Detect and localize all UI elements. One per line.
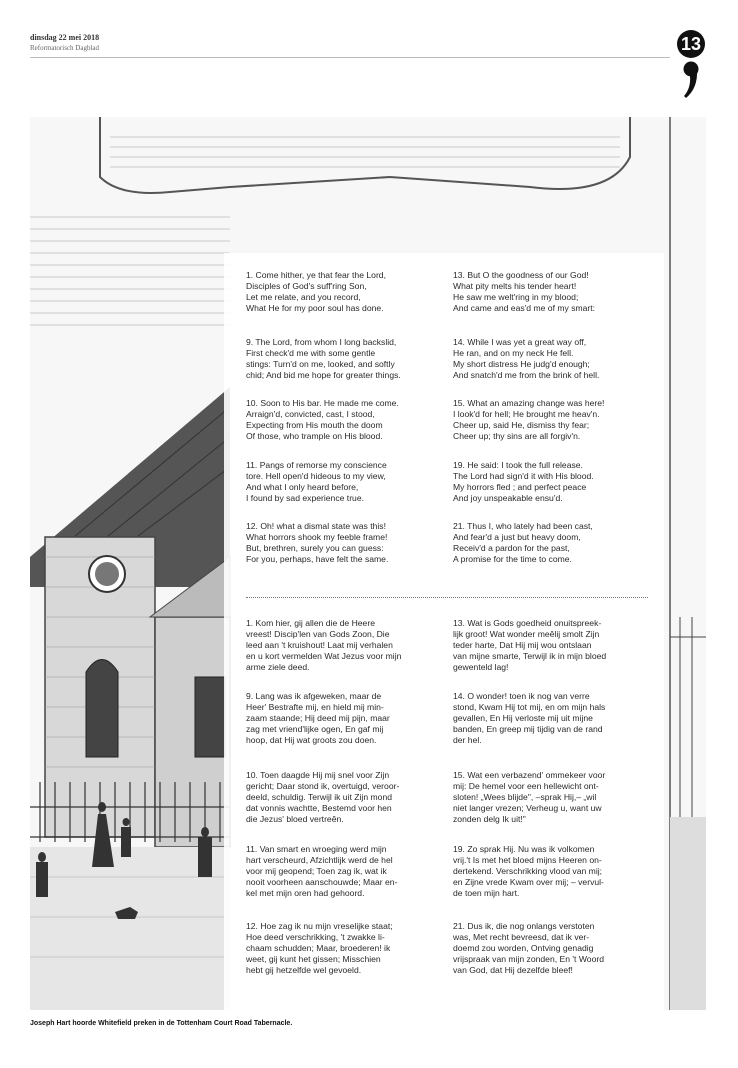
newspaper-name: Reformatorisch Dagblad	[30, 44, 100, 52]
english-stanza-14: 14. While I was yet a great way off, He ran, and on my neck He fell. My short distress He judg'd enough; And snatch'd me from the brink of hell.	[453, 337, 600, 380]
english-stanza-12: 12. Oh! what a dismal state was this! What horrors shook my feeble frame! But, brethren, surely you can guess: For you, perhaps, have felt the same.	[246, 521, 389, 564]
english-stanza-21: 21. Thus I, who lately had been cast, And fear'd a just but heavy doom, Receiv'd a pardon for the past, A promise for the time to come.	[453, 521, 593, 564]
comma-logo-icon	[683, 60, 699, 100]
dutch-stanza-14: 14. O wonder! toen ik nog van verre stond, Kwam Hij tot mij, en om mijn hals gevallen, En Hij verloste mij uit mijne banden, En greep mij tijdig van de rand der hel.	[453, 691, 606, 745]
section-divider	[246, 597, 648, 598]
dutch-stanza-9: 9. Lang was ik afgeweken, maar de Heer' Bestrafte mij, en hield mij min- zaam staande; Hij deed mij pijn, maar zag met vriend'lijke ogen, En gaf mij hoop, dat Hij wat groots zou doen.	[246, 691, 390, 745]
dutch-stanza-1: 1. Kom hier, gij allen die de Heere vreest! Discip'len van Gods Zoon, Die leed aan 't kruishout! Laat mij verhalen en u kort vermelden Wat Jezus voor mijn arme ziele deed.	[246, 618, 402, 672]
dutch-stanza-12: 12. Hoe zag ik nu mijn vreselijke staat; Hoe deed verschrikking, 't zwakke li- chaam schudden; Maar, broederen! ik weet, gij kunt het gissen; Misschien hebt gij hetzelfde wel gevoeld.	[246, 921, 393, 975]
dutch-stanza-13: 13. Wat is Gods goedheid onuitspreek- lijk groot! Wat wonder meêlij smolt Zijn teder harte, Dat Hij mij wou ontslaan van mijne smarte, Terwijl ik in mijn bloed gewenteld lag!	[453, 618, 607, 672]
dutch-stanza-19: 19. Zo sprak Hij. Nu was ik volkomen vrij.'t Is met het bloed mijns Heeren on- dertekend. Verschrikking vlood van mij; en Zijne vrede Kwam over mij; – vervul- de toen mijn hart.	[453, 844, 604, 898]
dutch-stanza-15: 15. Wat een verbazend' ommekeer voor mij: De hemel voor een hellewicht ont- sloten! „Wees blijde", –sprak Hij,– „wil niet langer vrezen; Verheug u, want uw zonden delg Ik uit!"	[453, 770, 606, 824]
english-stanza-15: 15. What an amazing change was here! I look'd for hell; He brought me heav'n. Cheer up, said He, dismiss thy fear; Cheer up; thy sins are all forgiv'n.	[453, 398, 605, 441]
english-stanza-1: 1. Come hither, ye that fear the Lord, Disciples of God's suff'ring Son, Let me relate, and you record, What He for my poor soul has done.	[246, 270, 386, 313]
english-stanza-13: 13. But O the goodness of our God! What pity melts his tender heart! He saw me welt'ring in my blood; And came and eas'd me of my smart:	[453, 270, 596, 313]
english-stanza-19: 19. He said: I took the full release. The Lord had sign'd it with His blood. My horrors fled ; and perfect peace And joy unspeakable ensu'd.	[453, 460, 594, 503]
dutch-stanza-11: 11. Van smart en wroeging werd mijn hart verscheurd, Afzichtlijk werd de hel voor mij geopend; Toen zag ik, wat ik nooit voorheen aanschouwde; Maar en- kel met mijn oren had gehoord.	[246, 844, 398, 898]
page-number: 13	[677, 30, 705, 58]
english-stanza-9: 9. The Lord, from whom I long backslid, First check'd me with some gentle stings: Turn'd on me, looked, and softly chid; And bid me hope for greater things.	[246, 337, 401, 380]
header-rule	[30, 57, 670, 58]
image-caption: Joseph Hart hoorde Whitefield preken in de Tottenham Court Road Tabernacle.	[30, 1020, 293, 1027]
dutch-stanza-21: 21. Dus ik, die nog onlangs verstoten was, Met recht bevreesd, dat ik ver- doemd zou worden, Ontving genadig vrijspraak van mijn zonden, En 't Woord van God, dat Hij dezelfde bleef!	[453, 921, 604, 975]
english-stanza-11: 11. Pangs of remorse my conscience tore. Hell open'd hideous to my view, And what I only heard before, I found by sad experience true.	[246, 460, 387, 503]
issue-date: dinsdag 22 mei 2018	[30, 33, 100, 42]
dutch-stanza-10: 10. Toen daagde Hij mij snel voor Zijn gericht; Daar stond ik, overtuigd, veroor- deeld, schuldig. Terwijl ik uit Zijn mond dat vonnis wachtte, Bestemd voor hen die Jezus' bloed vertreên.	[246, 770, 400, 824]
english-stanza-10: 10. Soon to His bar. He made me come. Arraign'd, convicted, cast, I stood, Expecting from His mouth the doom Of those, who trample on His blood.	[246, 398, 399, 441]
